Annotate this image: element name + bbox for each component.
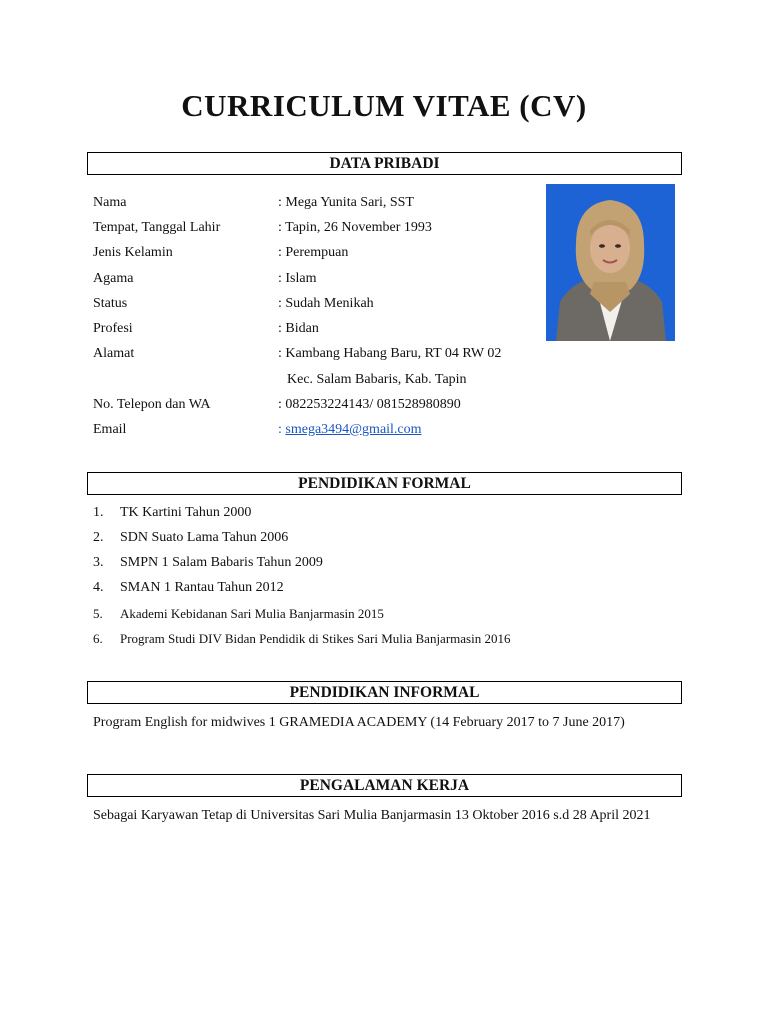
- section-header-pengalaman-kerja: PENGALAMAN KERJA: [87, 774, 682, 797]
- profile-photo: [546, 184, 675, 341]
- personal-value: : Bidan: [278, 321, 319, 336]
- list-item: [93, 604, 384, 624]
- section-header-pendidikan-informal: PENDIDIKAN INFORMAL: [87, 681, 682, 704]
- list-item: [93, 629, 510, 649]
- personal-label: Status: [93, 296, 128, 311]
- list-item-number: 6.: [93, 631, 103, 646]
- email-prefix: :: [278, 422, 286, 437]
- personal-value: : Tapin, 26 November 1993: [278, 220, 432, 235]
- personal-label: Agama: [93, 271, 134, 286]
- email-value: [278, 420, 422, 440]
- list-item: [93, 503, 251, 523]
- personal-label: Tempat, Tanggal Lahir: [93, 220, 221, 235]
- list-item: [93, 553, 323, 573]
- personal-label: Jenis Kelamin: [93, 245, 173, 260]
- pendidikan-informal-text: Program English for midwives 1 GRAMEDIA ACADEMY (14 February 2017 to 7 June 2017): [93, 715, 625, 730]
- personal-label: Alamat: [93, 346, 135, 361]
- personal-value: Kec. Salam Babaris, Kab. Tapin: [287, 372, 467, 387]
- personal-label: Profesi: [93, 321, 133, 336]
- list-item: [93, 528, 288, 548]
- personal-value: : Islam: [278, 271, 317, 286]
- list-item-text: TK Kartini Tahun 2000: [120, 505, 252, 520]
- list-item-number: 5.: [93, 606, 103, 621]
- list-item-text: SMPN 1 Salam Babaris Tahun 2009: [120, 555, 323, 570]
- personal-label: Nama: [93, 195, 127, 210]
- list-item-text: Program Studi DIV Bidan Pendidik di Stikes Sari Mulia Banjarmasin 2016: [120, 631, 511, 646]
- section-header-pendidikan-formal: PENDIDIKAN FORMAL: [87, 472, 682, 495]
- list-item-text: Akademi Kebidanan Sari Mulia Banjarmasin 2015: [120, 606, 384, 621]
- list-item-text: SDN Suato Lama Tahun 2006: [120, 530, 289, 545]
- personal-label: No. Telepon dan WA: [93, 397, 211, 412]
- section-header-data-pribadi: DATA PRIBADI: [87, 152, 682, 175]
- list-item-number: 4.: [93, 580, 104, 595]
- email-link[interactable]: smega3494@gmail.com: [285, 422, 422, 437]
- personal-value: : 082253224143/ 081528980890: [278, 397, 461, 412]
- document-title: CURRICULUM VITAE (CV): [181, 88, 587, 123]
- personal-label: Email: [93, 422, 127, 437]
- personal-value: : Kambang Habang Baru, RT 04 RW 02: [278, 346, 502, 361]
- list-item: [93, 578, 284, 598]
- list-item-number: 3.: [93, 555, 104, 570]
- pengalaman-kerja-text: Sebagai Karyawan Tetap di Universitas Sari Mulia Banjarmasin 13 Oktober 2016 s.d 28 April 2021: [93, 808, 651, 823]
- list-item-text: SMAN 1 Rantau Tahun 2012: [120, 580, 284, 595]
- list-item-number: 2.: [93, 530, 104, 545]
- list-item-number: 1.: [93, 505, 104, 520]
- personal-value: : Mega Yunita Sari, SST: [278, 195, 414, 210]
- personal-value: : Sudah Menikah: [278, 296, 374, 311]
- personal-value: : Perempuan: [278, 245, 349, 260]
